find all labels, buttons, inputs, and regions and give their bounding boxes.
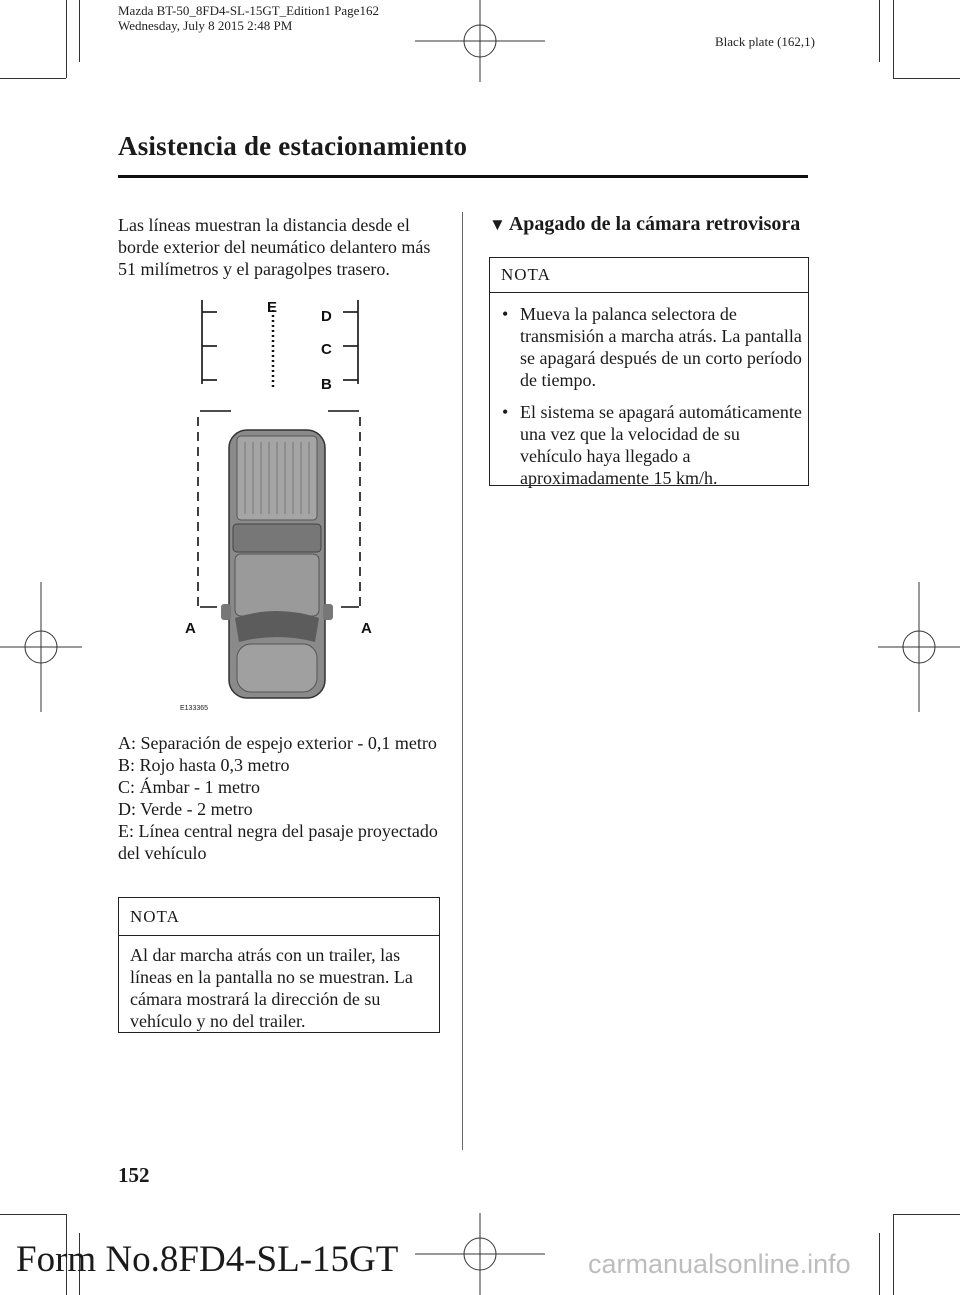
figure-label-a-right: A [361,620,372,637]
title-rule [118,175,808,178]
figure-label-d: D [321,308,332,325]
crop-mark [79,0,80,62]
form-number: Form No.8FD4-SL-15GT [16,1239,399,1280]
print-info-line1: Mazda BT-50_8FD4-SL-15GT_Edition1 Page162 [118,3,379,18]
crop-mark [893,1214,960,1215]
figure-label-b: B [321,376,332,393]
print-info [118,3,379,33]
note-box-camera-off [489,257,809,486]
registration-mark-right [878,582,960,712]
subsection-heading [489,213,800,236]
note-heading: NOTA [490,258,808,293]
crop-mark [879,1233,880,1295]
bullet-icon: • [502,402,509,422]
legend-item-e: E: Línea central negra del pasaje proyectado del vehículo [118,821,438,863]
note-box-trailer [118,897,440,1033]
crop-mark [879,0,880,62]
section-title: Asistencia de estacionamiento [118,131,468,161]
figure-label-c: C [321,341,332,358]
crop-mark [893,1214,894,1295]
legend-item-c: C: Ámbar - 1 metro [118,777,260,797]
note-heading: NOTA [119,898,439,936]
watermark: carmanualsonline.info [588,1249,851,1279]
crop-mark [0,1214,66,1215]
parking-guide-figure [175,292,385,712]
list-item: • El sistema se apagará automáticamente una vez que la velocidad de su vehículo haya llegado a aproximadamente 15 km/h. [502,402,802,488]
figure-code: E133365 [180,705,209,712]
column-divider [462,212,463,1150]
crop-mark [0,78,66,79]
plate-info: Black plate (162,1) [715,34,815,49]
legend-item-a: A: Separación de espejo exterior - 0,1 metro [118,733,437,753]
crop-mark [893,78,960,79]
figure-legend [118,732,448,864]
legend-item-d: D: Verde - 2 metro [118,799,253,819]
figure-label-a-left: A [185,620,196,637]
note-list [490,293,808,489]
list-item: • Mueva la palanca selectora de transmisión a marcha atrás. La pantalla se apagará después de un corto período de tiempo. [502,304,802,390]
note-text: Al dar marcha atrás con un trailer, las líneas en la pantalla no se muestran. La cámara mostrará la dirección de su vehículo y no del trailer. [130,945,413,1031]
bullet-icon: • [502,304,509,324]
print-info-line2: Wednesday, July 8 2015 2:48 PM [118,18,293,33]
page-number: 152 [118,1163,150,1187]
triangle-marker-icon: ▼ [489,215,506,234]
intro-paragraph: Las líneas muestran la distancia desde el borde exterior del neumático delantero más 51 milímetros y el paragolpes trasero. [118,215,431,279]
figure-label-e: E [267,299,278,316]
crop-mark [66,0,67,78]
crop-mark [893,0,894,78]
legend-item-b: B: Rojo hasta 0,3 metro [118,755,290,775]
registration-mark-top [415,0,545,82]
subsection-title: Apagado de la cámara retrovisora [508,213,801,235]
registration-mark-left [0,582,82,712]
vehicle-top-view [221,430,333,698]
registration-mark-bottom [415,1213,545,1295]
